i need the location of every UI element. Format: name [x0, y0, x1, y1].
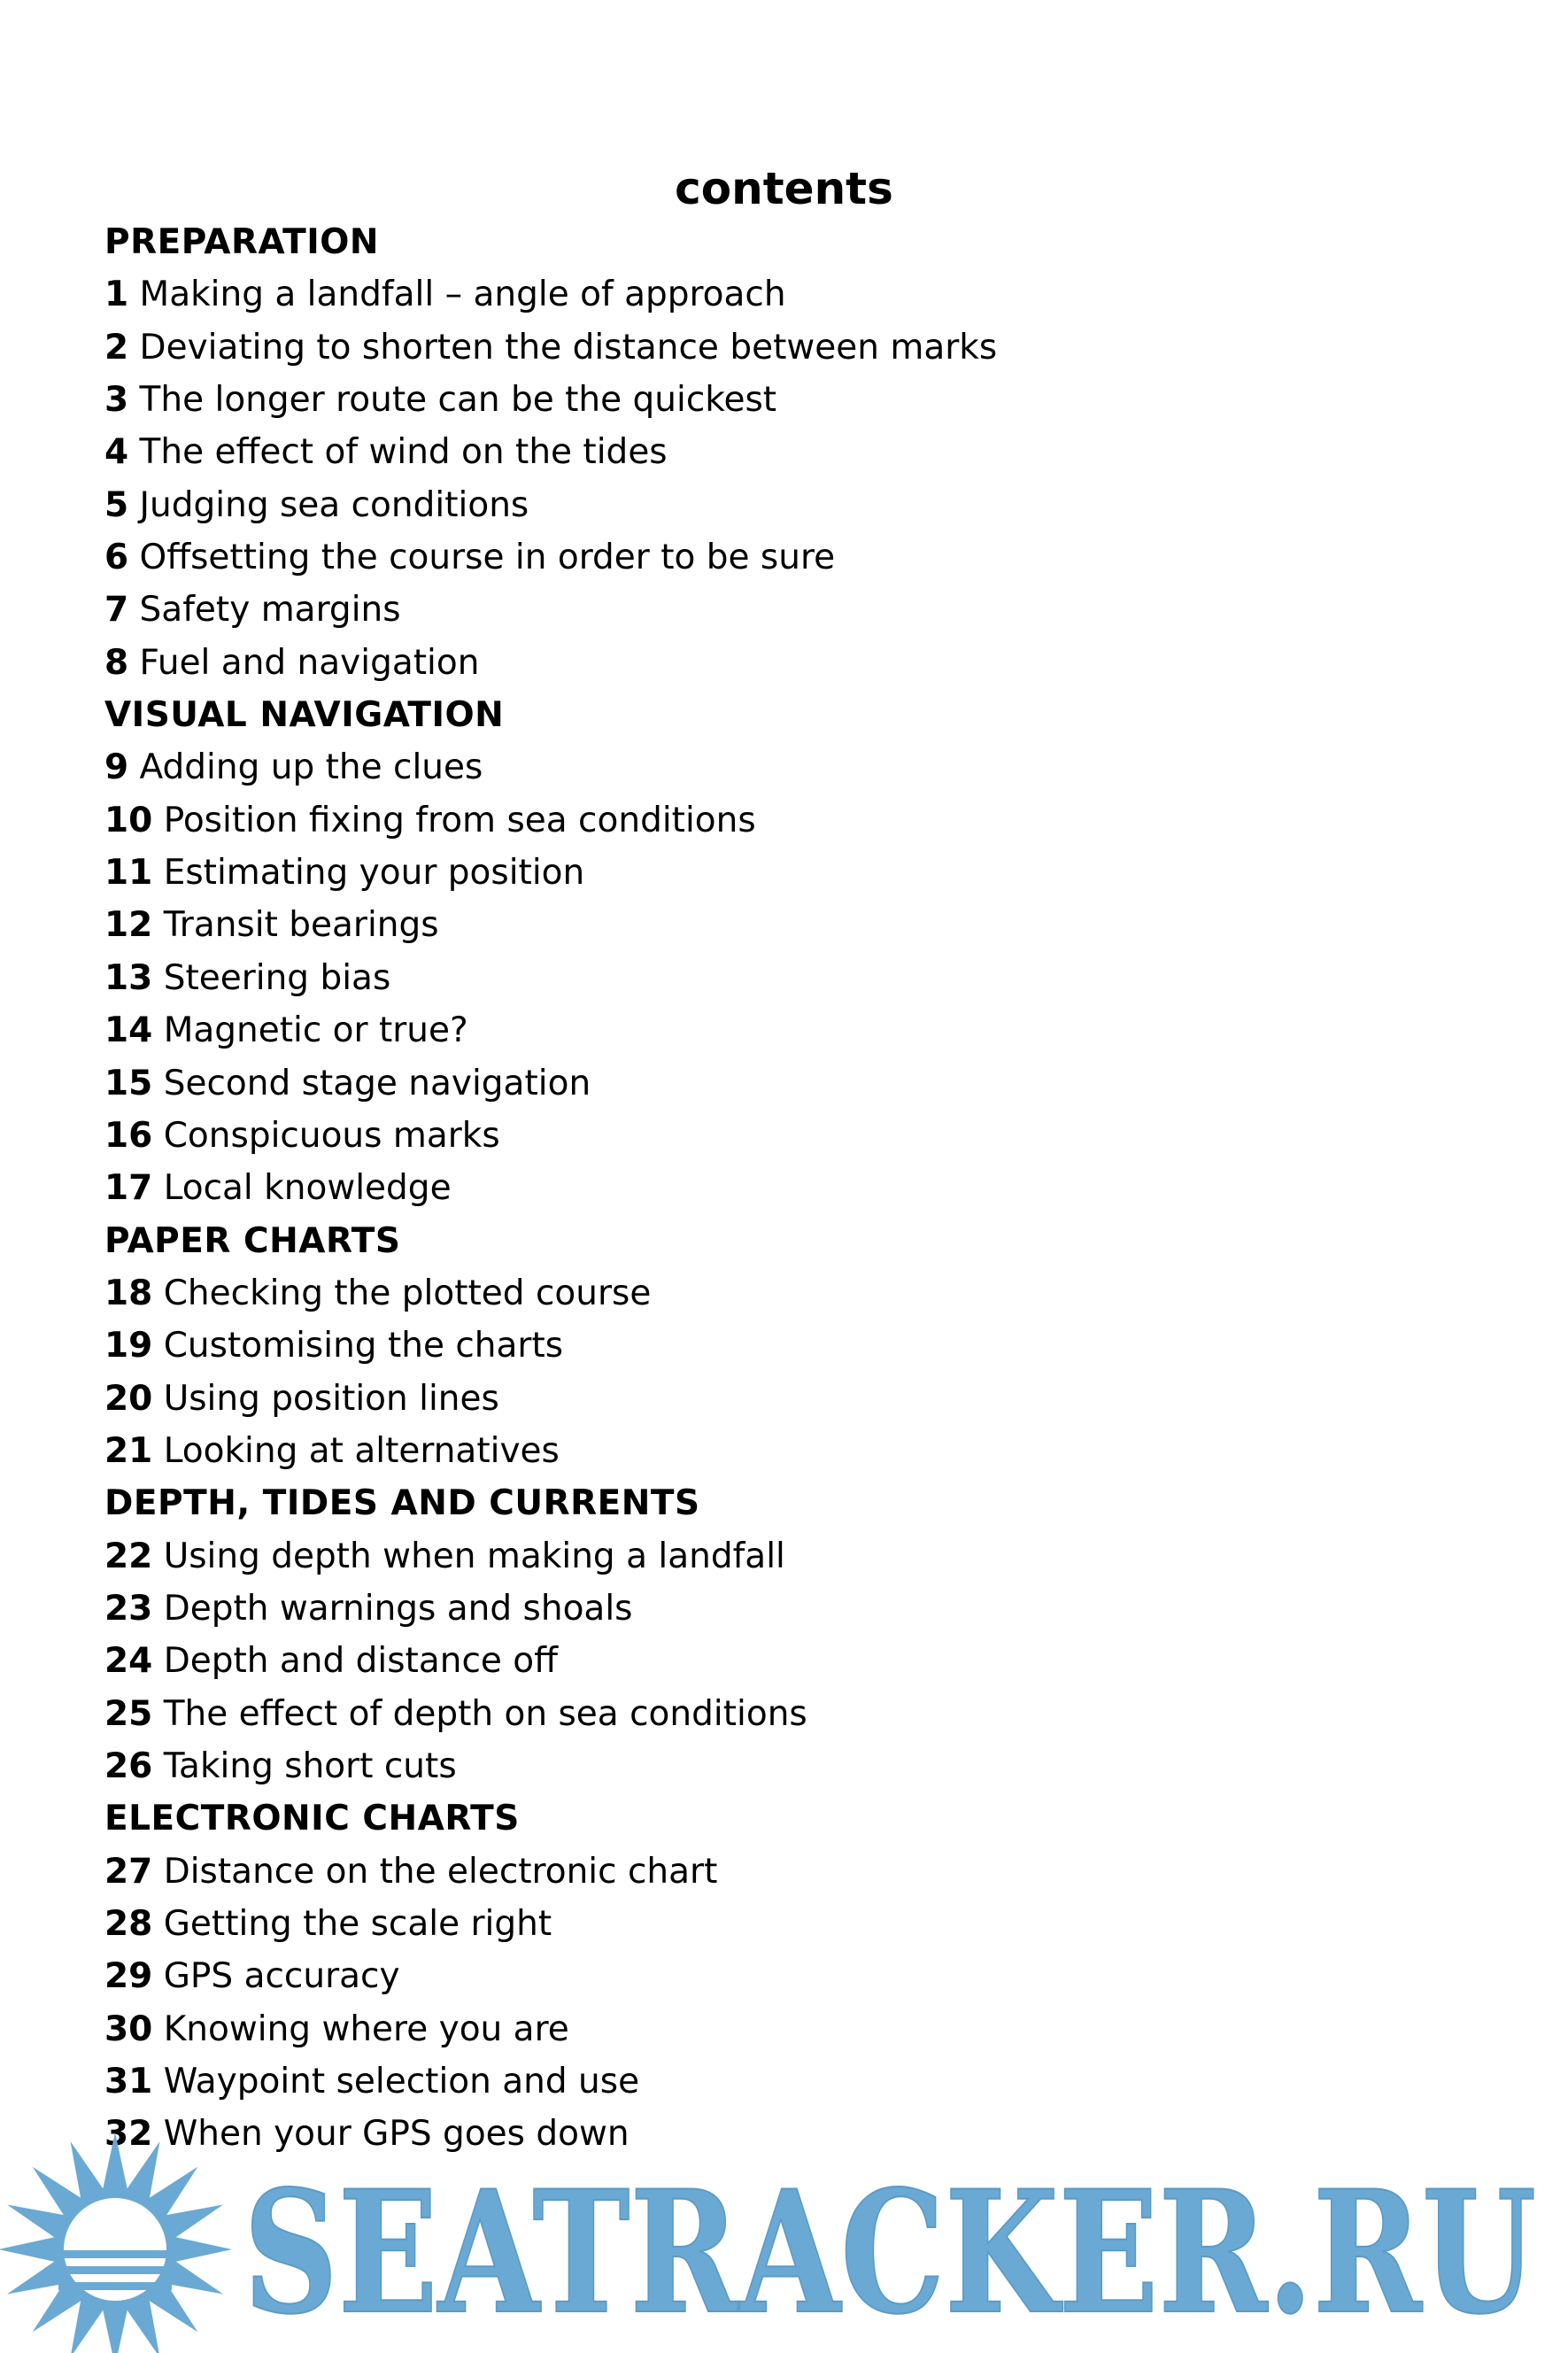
- toc-entry: [104, 1740, 1486, 1792]
- watermark: [0, 2121, 1568, 2353]
- toc-entry: [104, 268, 1486, 321]
- toc-entry-title: Position fixing from sea conditions: [163, 800, 756, 840]
- toc-entry-number: 7: [104, 590, 129, 631]
- toc-entry-number: 12: [104, 905, 153, 946]
- toc-entry-number: 6: [104, 538, 129, 578]
- toc-entry-title: Safety margins: [139, 590, 401, 631]
- toc-entry-title: Taking short cuts: [163, 1745, 457, 1786]
- toc-entry: [104, 1162, 1486, 1214]
- toc-entry-number: 10: [104, 800, 153, 840]
- toc-entry-number: 3: [104, 380, 129, 421]
- toc-entry: [104, 479, 1486, 531]
- toc-entry-number: 16: [104, 1115, 153, 1156]
- table-of-contents: [104, 216, 1486, 2161]
- toc-entry-title: Depth warnings and shoals: [163, 1588, 633, 1629]
- toc-entry-number: 15: [104, 1063, 153, 1103]
- toc-entry: [104, 1530, 1486, 1583]
- toc-entry-number: 26: [104, 1745, 153, 1786]
- toc-entry-title: Offsetting the course in order to be sure: [139, 538, 836, 578]
- toc-entry-title: Distance on the electronic chart: [163, 1851, 718, 1892]
- toc-entry-number: 17: [104, 1168, 153, 1209]
- toc-entry: [104, 1898, 1486, 1950]
- toc-entry-number: 32: [104, 2114, 153, 2155]
- toc-entry-number: 11: [104, 853, 153, 894]
- toc-entry-title: Customising the charts: [163, 1326, 564, 1366]
- toc-entry: [104, 794, 1486, 847]
- section-heading: VISUAL NAVIGATION: [104, 695, 505, 736]
- watermark-text: SEATRACKER.RU: [243, 2154, 1536, 2351]
- toc-entry-title: Checking the plotted course: [163, 1273, 652, 1313]
- toc-entry-number: 19: [104, 1326, 153, 1366]
- toc-entry-title: When your GPS goes down: [163, 2114, 630, 2155]
- toc-entry: [104, 899, 1486, 951]
- toc-entry: [104, 321, 1486, 374]
- toc-entry-title: Waypoint selection and use: [163, 2062, 640, 2102]
- toc-entry-number: 23: [104, 1588, 153, 1629]
- toc-entry: [104, 637, 1486, 689]
- toc-entry-title: Deviating to shorten the distance between marks: [139, 327, 998, 368]
- toc-entry-title: Magnetic or true?: [163, 1010, 468, 1051]
- toc-entry: [104, 584, 1486, 636]
- toc-entry-title: Adding up the clues: [139, 747, 483, 788]
- toc-entry-number: 5: [104, 484, 129, 525]
- toc-entry-number: 22: [104, 1536, 153, 1576]
- toc-entry-number: 29: [104, 1956, 153, 1997]
- toc-entry: [104, 426, 1486, 478]
- section-heading: ELECTRONIC CHARTS: [104, 1799, 520, 1839]
- toc-entry-title: Using depth when making a landfall: [163, 1536, 785, 1576]
- toc-entry: [104, 531, 1486, 584]
- toc-entry-title: Making a landfall – angle of approach: [139, 275, 786, 315]
- toc-entry-title: The effect of depth on sea conditions: [163, 1693, 807, 1734]
- toc-entry: [104, 1267, 1486, 1320]
- toc-entry-title: Estimating your position: [163, 853, 585, 894]
- section-heading: PAPER CHARTS: [104, 1220, 401, 1261]
- toc-entry: [104, 741, 1486, 793]
- toc-entry-title: Judging sea conditions: [139, 484, 529, 525]
- toc-entry-title: The effect of wind on the tides: [139, 432, 668, 473]
- toc-entry-title: Depth and distance off: [163, 1641, 559, 1682]
- toc-entry-title: The longer route can be the quickest: [139, 380, 777, 421]
- toc-entry: [104, 374, 1486, 426]
- toc-entry-number: 13: [104, 957, 153, 998]
- toc-entry-number: 2: [104, 327, 129, 368]
- toc-entry: [104, 1320, 1486, 1372]
- toc-entry-number: 21: [104, 1430, 153, 1471]
- toc-entry: [104, 1004, 1486, 1057]
- toc-entry-number: 31: [104, 2062, 153, 2102]
- toc-entry-title: Knowing where you are: [163, 2009, 569, 2049]
- toc-entry-title: Second stage navigation: [163, 1063, 591, 1103]
- toc-entry: [104, 1688, 1486, 1740]
- toc-entry: [104, 1846, 1486, 1898]
- section-heading: PREPARATION: [104, 222, 380, 262]
- toc-entry: [104, 2003, 1486, 2055]
- toc-entry-number: 8: [104, 642, 129, 683]
- toc-entry: [104, 1373, 1486, 1425]
- toc-entry: [104, 1110, 1486, 1162]
- toc-entry-number: 4: [104, 432, 129, 473]
- toc-entry-number: 28: [104, 1904, 153, 1944]
- toc-entry-title: GPS accuracy: [163, 1956, 400, 1997]
- toc-entry-number: 14: [104, 1010, 153, 1051]
- toc-entry: [104, 1057, 1486, 1110]
- toc-entry-number: 30: [104, 2009, 153, 2049]
- toc-entry: [104, 1425, 1486, 1477]
- toc-entry-title: Steering bias: [163, 957, 391, 998]
- toc-entry: [104, 2055, 1486, 2108]
- toc-entry-number: 27: [104, 1851, 153, 1892]
- toc-entry-title: Local knowledge: [163, 1168, 452, 1209]
- toc-entry-number: 25: [104, 1693, 153, 1734]
- page-title: contents: [675, 163, 893, 214]
- toc-entry: [104, 1635, 1486, 1687]
- toc-entry-title: Using position lines: [163, 1378, 499, 1419]
- section-heading: DEPTH, TIDES AND CURRENTS: [104, 1483, 700, 1524]
- toc-entry-number: 9: [104, 747, 129, 788]
- toc-entry-number: 1: [104, 275, 129, 315]
- toc-entry-number: 18: [104, 1273, 153, 1313]
- toc-entry: [104, 1583, 1486, 1635]
- toc-entry: [104, 1950, 1486, 2002]
- toc-entry-title: Looking at alternatives: [163, 1430, 560, 1471]
- toc-entry-title: Transit bearings: [163, 905, 439, 946]
- toc-entry: [104, 847, 1486, 899]
- toc-entry-title: Fuel and navigation: [139, 642, 480, 683]
- sun-logo-icon: [0, 2132, 232, 2353]
- toc-entry-title: Conspicuous marks: [163, 1115, 500, 1156]
- toc-entry: [104, 952, 1486, 1004]
- toc-entry-title: Getting the scale right: [163, 1904, 552, 1944]
- toc-entry-number: 24: [104, 1641, 153, 1682]
- toc-entry-number: 20: [104, 1378, 153, 1419]
